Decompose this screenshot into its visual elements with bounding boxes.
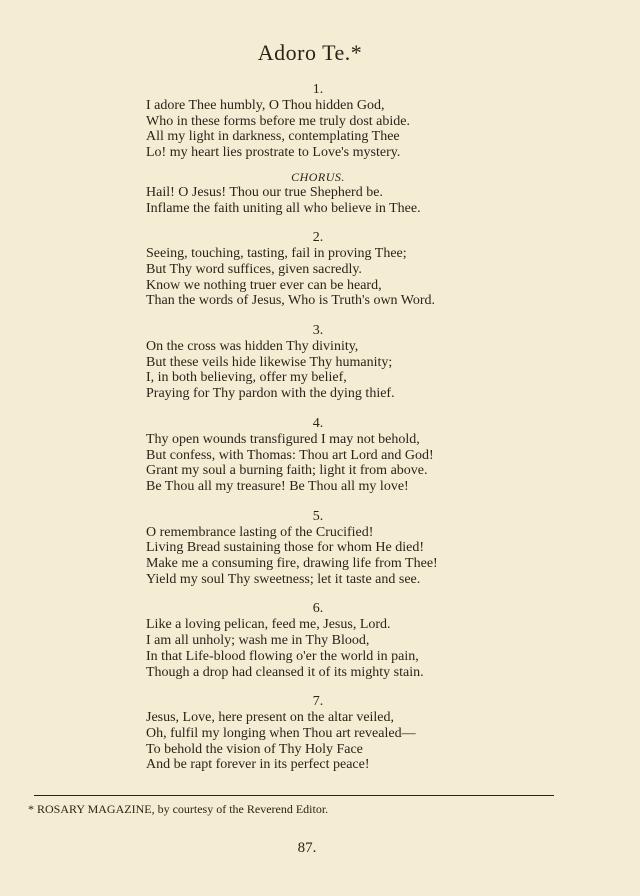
stanza-2 <box>146 230 506 309</box>
hymn-title: Adoro Te.* <box>257 40 363 65</box>
chorus-line: Inflame the faith uniting all who believe in Thee. <box>146 200 421 216</box>
verse-line: Know we nothing truer ever can be heard, <box>146 277 382 293</box>
verse-line: Who in these forms before me truly dost abide. <box>146 113 410 129</box>
verse-line: All my light in darkness, contemplating Thee <box>146 129 400 145</box>
verse-line: In that Life-blood flowing o'er the world in pain, <box>146 648 419 664</box>
stanza-5 <box>146 509 506 588</box>
verse-line: Than the words of Jesus, Who is Truth's own Word. <box>146 293 436 309</box>
verse-line: But confess, with Thomas: Thou art Lord and God! <box>146 447 434 463</box>
page-number: 87. <box>297 840 317 856</box>
verse-line: Grant my soul a burning faith; light it from above. <box>146 463 428 479</box>
footnote: * ROSARY MAGAZINE, by courtesy of the Reverend Editor. <box>28 802 329 816</box>
verse-line: On the cross was hidden Thy divinity, <box>146 339 359 355</box>
verse-line: I adore Thee humbly, O Thou hidden God, <box>146 98 385 113</box>
stanza-7 <box>146 694 506 773</box>
hymn-text <box>146 82 506 787</box>
footnote-divider <box>34 795 554 796</box>
verse-line: Jesus, Love, here present on the altar veiled, <box>146 710 395 726</box>
verse-line: But Thy word suffices, given sacredly. <box>146 261 362 277</box>
verse-line: Yield my soul Thy sweetness; let it taste and see. <box>146 571 421 587</box>
verse-line: Make me a consuming fire, drawing life from Thee! <box>146 556 438 572</box>
verse-line: O remembrance lasting of the Crucified! <box>146 524 374 540</box>
verse-line: I, in both believing, offer my belief, <box>146 370 347 386</box>
stanza-number: 1. <box>312 82 324 97</box>
verse-line: Living Bread sustaining those for whom He died! <box>146 540 425 556</box>
stanza-number: 4. <box>312 415 324 431</box>
verse-line: And be rapt forever in its perfect peace! <box>146 757 370 773</box>
verse-line: Seeing, touching, tasting, fail in proving Thee; <box>146 246 407 262</box>
stanza-number: 2. <box>312 230 324 246</box>
stanza-number: 3. <box>312 323 324 339</box>
verse-line: Lo! my heart lies prostrate to Love's mystery. <box>146 145 401 161</box>
chorus-line: Hail! O Jesus! Thou our true Shepherd be. <box>146 184 383 200</box>
stanza-3 <box>146 323 506 402</box>
verse-line: To behold the vision of Thy Holy Face <box>146 741 363 757</box>
verse-line: But these veils hide likewise Thy humanity; <box>146 354 393 370</box>
stanza-number: 7. <box>312 694 324 710</box>
stanza-6 <box>146 601 506 680</box>
verse-line: Oh, fulfil my longing when Thou art revealed— <box>146 725 416 741</box>
verse-line: I am all unholy; wash me in Thy Blood, <box>146 633 370 649</box>
stanza-number: 5. <box>312 508 324 524</box>
chorus-label: CHORUS. <box>291 169 345 184</box>
stanza-4 <box>146 416 506 495</box>
verse-line: Though a drop had cleansed it of its mighty stain. <box>146 664 424 680</box>
stanza-number: 6. <box>312 601 324 617</box>
verse-line: Thy open wounds transfigured I may not behold, <box>146 431 420 447</box>
verse-line: Like a loving pelican, feed me, Jesus, Lord. <box>146 617 391 633</box>
verse-line: Be Thou all my treasure! Be Thou all my love! <box>146 478 409 494</box>
stanza-1 <box>146 82 506 216</box>
verse-line: Praying for Thy pardon with the dying thief. <box>146 386 395 402</box>
